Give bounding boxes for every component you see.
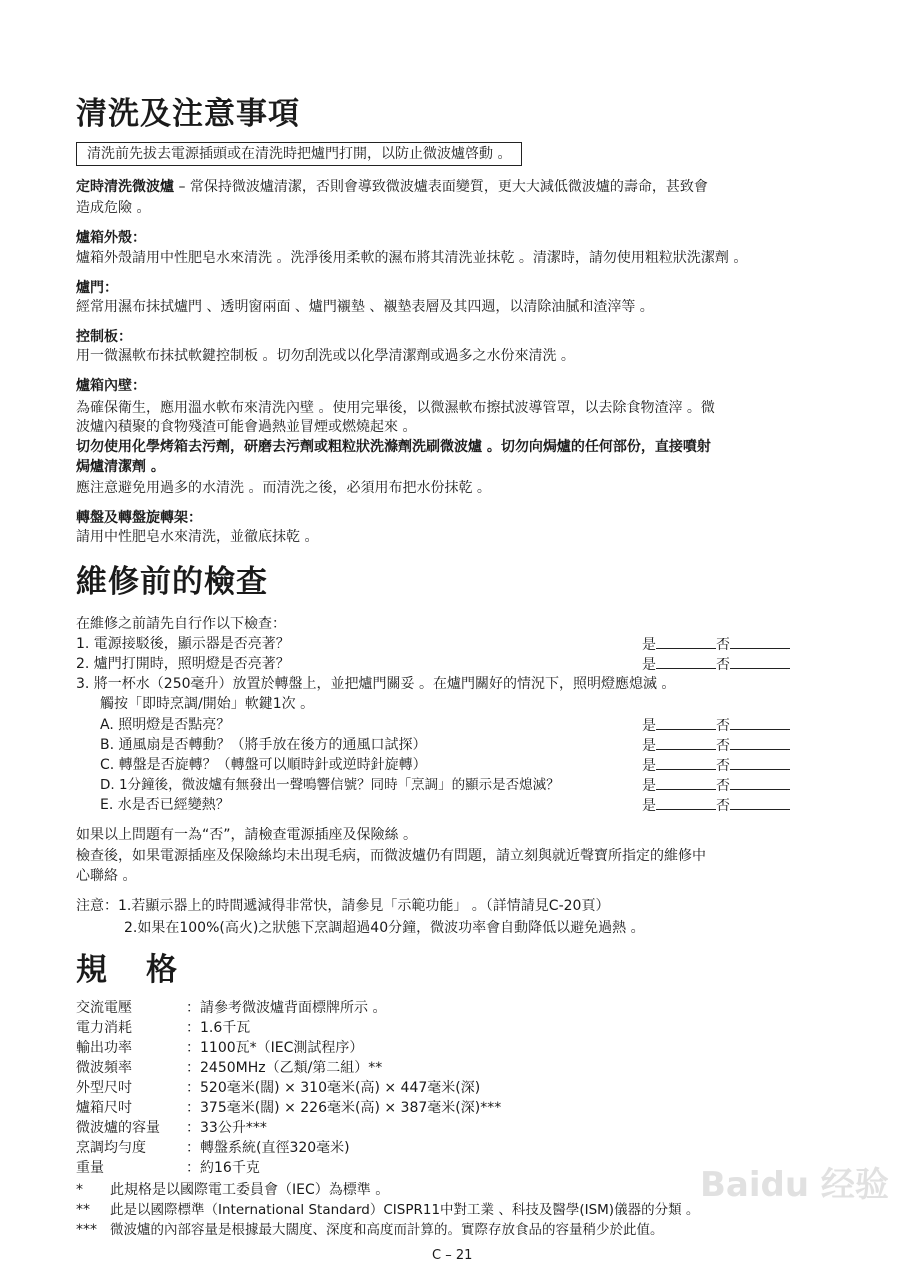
no-label: 否: [716, 738, 730, 754]
yes-blank: [656, 635, 716, 649]
yes-label: 是: [642, 758, 656, 774]
no-label: 否: [716, 798, 730, 814]
no-label: 否: [716, 758, 730, 774]
no-label: 否: [716, 718, 730, 734]
interior-warning-2: 焗爐清潔劑 。: [76, 459, 165, 475]
spec-label: 烹調均勻度: [76, 1140, 146, 1156]
yes-blank: [656, 655, 716, 669]
spec-label: 爐箱尺吋: [76, 1100, 132, 1116]
yes-label: 是: [642, 657, 656, 673]
check-intro: 在維修之前請先自行作以下檢查：: [76, 616, 286, 632]
yes-label: 是: [642, 778, 656, 794]
no-label: 否: [716, 657, 730, 673]
spec-label: 外型尺吋: [76, 1080, 132, 1096]
check-item-3-cont: 觸按「即時烹調/開始」軟鍵1次 。: [100, 696, 315, 712]
spec-value: ：2450MHz（乙類/第二組）**: [186, 1060, 383, 1076]
yes-blank: [656, 716, 716, 730]
footnote-mark: ***: [76, 1222, 97, 1238]
footnote-3: 微波爐的內部容量是根據最大闊度、深度和高度而計算的。實際存放食品的容量稍少於此值。: [110, 1222, 664, 1238]
check-after-3: 心聯絡 。: [76, 868, 137, 884]
no-label: 否: [716, 778, 730, 794]
yes-label: 是: [642, 738, 656, 754]
check-sub-d: D. 1分鐘後，微波爐有無發出一聲鳴響信號？同時「烹調」的顯示是否熄滅？: [100, 777, 560, 793]
check-item-3: 3. 將一杯水（250毫升）放置於轉盤上，並把爐門關妥 。在爐門關好的情況下，照明燈應熄滅 。: [76, 676, 676, 692]
check-sub-a: A. 照明燈是否點亮？: [100, 717, 231, 733]
check-sub-c: C. 轉盤是否旋轉？（轉盤可以順時針或逆時針旋轉）: [100, 757, 427, 773]
exterior-title: 爐箱外殼：: [76, 230, 146, 246]
cleaning-intro-bold: 定時清洗微波爐: [76, 179, 174, 195]
spec-value: ：1100瓦*（IEC測試程序）: [186, 1040, 364, 1056]
spec-value: ：約16千克: [186, 1160, 260, 1176]
check-note-1: 注意：1.若顯示器上的時間遞減得非常快，請參見「示範功能」 。（詳情請見C-20頁）: [76, 898, 610, 914]
spec-value: ：520毫米(闊) × 310毫米(高) × 447毫米(深): [186, 1080, 481, 1096]
check-answer-e: [642, 796, 790, 816]
no-blank: [730, 756, 790, 770]
no-blank: [730, 776, 790, 790]
yes-blank: [656, 776, 716, 790]
interior-title: 爐箱內壁：: [76, 378, 146, 394]
panel-text: 用一微濕軟布抹拭軟鍵控制板 。切勿刮洗或以化學清潔劑或過多之水份來清洗 。: [76, 348, 575, 364]
door-text: 經常用濕布抹拭爐門 、透明窗兩面 、爐門襯墊 、襯墊表層及其四週，以清除油膩和渣滓等 。: [76, 299, 654, 315]
watermark-logo: Baidu 经验: [700, 1165, 889, 1205]
check-item-2: 2. 爐門打開時，照明燈是否亮著？: [76, 656, 290, 672]
check-answer-1: [642, 635, 790, 655]
spec-value: ：請參考微波爐背面標牌所示 。: [186, 1000, 387, 1016]
no-label: 否: [716, 637, 730, 653]
cleaning-intro: [76, 178, 836, 197]
cleaning-intro-text: – 常保持微波爐清潔，否則會導致微波爐表面變質，更大大減低微波爐的壽命，甚致會: [174, 179, 708, 195]
check-title: 維修前的檢查: [76, 564, 268, 600]
yes-label: 是: [642, 718, 656, 734]
footnote-1: 此規格是以國際電工委員會（IEC）為標準 。: [110, 1182, 390, 1198]
cleaning-notice: 清洗前先拔去電源插頭或在清洗時把爐門打開，以防止微波爐啓動 。: [76, 142, 522, 166]
turntable-title: 轉盤及轉盤旋轉架：: [76, 510, 202, 526]
no-blank: [730, 796, 790, 810]
footnote-mark: *: [76, 1182, 83, 1198]
footnote-2: 此是以國際標準（International Standard）CISPR11中對工業 、科技及醫學(ISM)儀器的分類 。: [110, 1202, 700, 1218]
no-blank: [730, 736, 790, 750]
cleaning-intro-cont: 造成危險 。: [76, 200, 151, 216]
interior-text-2: 波爐內積聚的食物殘渣可能會過熱並冒煙或燃燒起來 。: [76, 419, 417, 435]
spec-value: ：1.6千瓦: [186, 1020, 251, 1036]
check-answer-b: [642, 736, 790, 756]
interior-warning-1: 切勿使用化學烤箱去污劑，研磨去污劑或粗粒狀洗滌劑洗刷微波爐 。切勿向焗爐的任何部份，直接噴射: [76, 439, 711, 455]
spec-label: 重量: [76, 1160, 104, 1176]
yes-blank: [656, 796, 716, 810]
check-note-2: 2.如果在100%(高火)之狀態下烹調超過40分鐘，微波功率會自動降低以避免過熱 。: [124, 920, 645, 936]
page-number: C – 21: [432, 1248, 473, 1263]
check-answer-c: [642, 756, 790, 776]
turntable-text: 請用中性肥皂水來清洗，並徹底抹乾 。: [76, 529, 319, 545]
check-sub-b: B. 通風扇是否轉動？（將手放在後方的通風口試探）: [100, 737, 427, 753]
check-after-1: 如果以上問題有一為“否”，請檢查電源插座及保險絲 。: [76, 827, 417, 843]
check-answer-2: [642, 655, 790, 675]
check-answer-a: [642, 716, 790, 736]
check-item-1: 1. 電源接駁後，顯示器是否亮著？: [76, 636, 290, 652]
no-blank: [730, 655, 790, 669]
yes-label: 是: [642, 637, 656, 653]
exterior-text: 爐箱外殼請用中性肥皂水來清洗 。洗淨後用柔軟的濕布將其清洗並抹乾 。清潔時，請勿使用粗粒狀洗潔劑 。: [76, 250, 748, 266]
interior-text-1: 為確保衛生，應用溫水軟布來清洗內壁 。使用完畢後，以微濕軟布擦拭波導管罩，以去除食物渣滓 。微: [76, 400, 715, 416]
spec-label: 交流電壓: [76, 1000, 132, 1016]
check-answer-d: [642, 776, 790, 796]
interior-text-3: 應注意避免用過多的水清洗 。而清洗之後，必須用布把水份抹乾 。: [76, 480, 491, 496]
cleaning-title: 清洗及注意事項: [76, 96, 300, 132]
spec-value: ：375毫米(闊) × 226毫米(高) × 387毫米(深)***: [186, 1100, 502, 1116]
spec-label: 輸出功率: [76, 1040, 132, 1056]
yes-blank: [656, 756, 716, 770]
yes-label: 是: [642, 798, 656, 814]
spec-value: ：轉盤系統(直徑320毫米): [186, 1140, 350, 1156]
spec-value: ：33公升***: [186, 1120, 267, 1136]
door-title: 爐門：: [76, 280, 118, 296]
spec-label: 微波爐的容量: [76, 1120, 160, 1136]
no-blank: [730, 716, 790, 730]
spec-label: 電力消耗: [76, 1020, 132, 1036]
no-blank: [730, 635, 790, 649]
panel-title: 控制板：: [76, 329, 132, 345]
footnote-mark: **: [76, 1202, 90, 1218]
check-sub-e: E. 水是否已經變熱？: [100, 797, 230, 813]
specs-title: 規 格: [76, 952, 181, 988]
check-after-2: 檢查後，如果電源插座及保險絲均未出現毛病，而微波爐仍有問題，請立刻與就近聲寶所指定的維修中: [76, 848, 706, 864]
spec-label: 微波頻率: [76, 1060, 132, 1076]
yes-blank: [656, 736, 716, 750]
